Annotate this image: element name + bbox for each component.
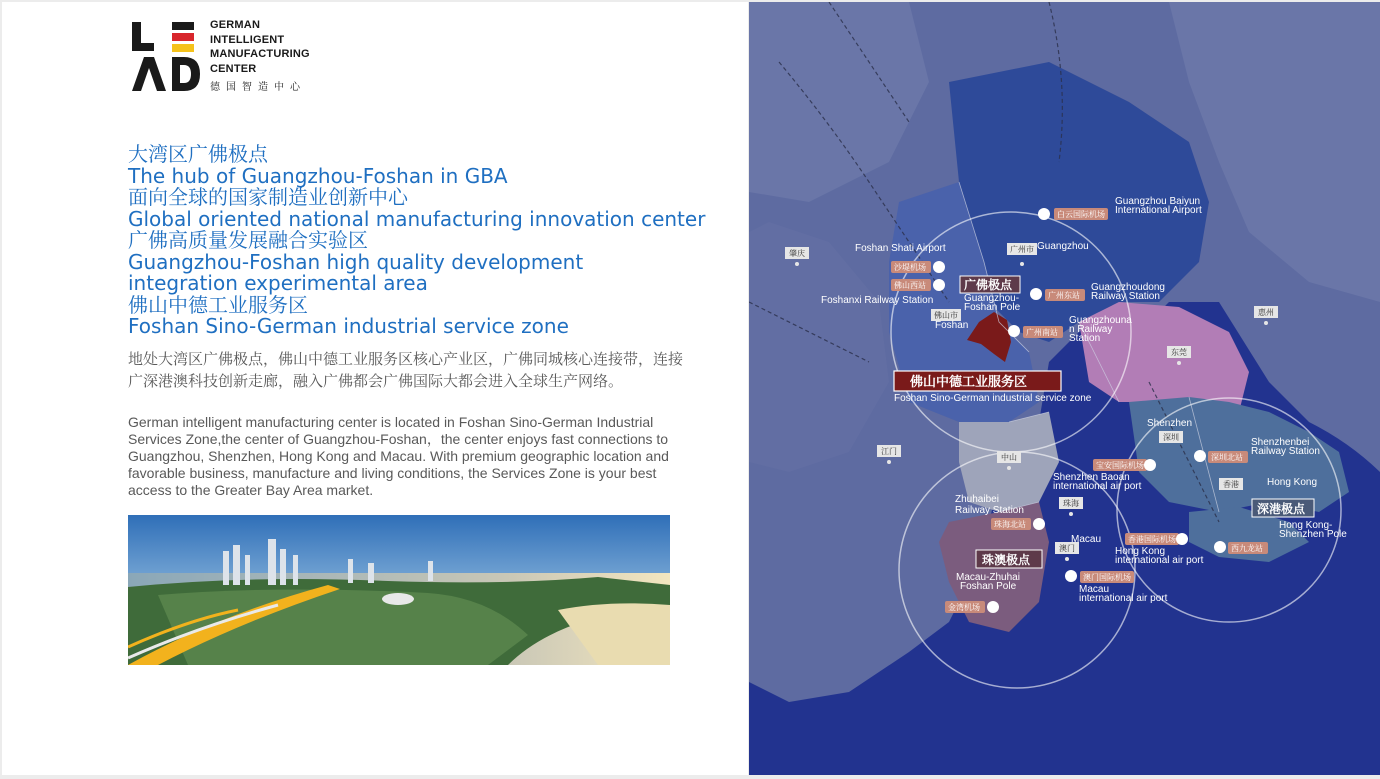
station-xijiulong-cn: 西九龙站 [1231, 544, 1263, 553]
heading-line: Foshan Sino-German industrial service zone [128, 314, 569, 338]
heading-line: Guangzhou-Foshan high quality development [128, 249, 584, 274]
station-zhbei-cn: 珠海北站 [994, 520, 1026, 529]
station-gznan-en1: Guangzhouna [1069, 315, 1132, 326]
heading-line: 大湾区广佛极点 [128, 142, 268, 166]
headings [128, 144, 728, 338]
train-icon [1214, 541, 1226, 553]
label-foshan: Foshan [935, 320, 969, 331]
city-macau-box: 澳门 [1059, 544, 1075, 553]
heading-line: 面向全球的国家制造业创新中心 [128, 185, 408, 209]
pole-zhuao-cn: 珠澳极点 [982, 553, 1031, 567]
station-mcair-en1: Macau [1079, 584, 1110, 595]
label-shenzhen: Shenzhen [1147, 418, 1193, 429]
station-foshanxi-en: Foshanxi Railway Station [821, 295, 934, 306]
pole-shengang-cn: 深港极点 [1257, 502, 1306, 516]
airport-icon [1038, 208, 1050, 220]
body-chinese: 地处大湾区广佛极点，佛山中德工业服务区核心产业区，广佛同城核心连接带，连接广深港澳科技创新走廊，融入广佛都会广佛国际大都会进入全球生产网络。 [128, 350, 684, 390]
station-baiyun-cn: 白云国际机场 [1057, 210, 1105, 219]
train-icon [933, 279, 945, 291]
city-zhongshan: 中山 [1001, 453, 1017, 462]
station-gzdong-en2: Railway Station [1091, 291, 1160, 302]
airport-icon [1065, 570, 1077, 582]
pin [1020, 262, 1024, 266]
gba-map-graphic [749, 2, 1380, 775]
train-icon [1194, 450, 1206, 462]
station-baiyun-en2: International Airport [1115, 205, 1202, 216]
station-shati-cn: 沙堤机场 [894, 263, 926, 272]
heading-line: integration experimental area [128, 271, 428, 295]
body-english: German intelligent manufacturing center is located in Foshan Sino-German Industrial Services Zone,the center of Guangzhou-Foshan，the center enjoys fast connections to Guangzhou, Shenzhen, Hong Kong and Macau. With premium geographic location and favorable business, manufacture and living conditions, the Services Zone is your best access to the Greater Bay Area market. [128, 414, 669, 498]
airport-icon [987, 601, 999, 613]
city-zhaoqing: 肇庆 [789, 249, 805, 258]
station-baoan-en2: international air port [1053, 481, 1142, 492]
station-shati-en: Foshan Shati Airport [855, 243, 946, 254]
city-zhuhai-box: 珠海 [1063, 499, 1079, 508]
city-shenzhen-box: 深圳 [1163, 433, 1179, 442]
label-macau: Macau [1071, 534, 1102, 545]
pole-guangfo-cn: 广佛极点 [964, 278, 1013, 292]
city-panorama-photo [128, 515, 670, 665]
city-hongkong-box: 香港 [1223, 480, 1239, 489]
label-guangzhou: Guangzhou [1037, 241, 1089, 252]
station-foshanxi-cn: 佛山西站 [894, 281, 926, 290]
station-hkair-cn: 香港国际机场 [1128, 535, 1176, 544]
station-gznan-cn: 广州南站 [1026, 328, 1058, 337]
gba-map [749, 2, 1380, 775]
train-icon [1030, 288, 1042, 300]
station-mcair-en2: international air port [1079, 593, 1168, 604]
station-zhbei-en2: Railway Station [955, 505, 1024, 516]
station-mcair-cn: 澳门国际机场 [1083, 573, 1131, 582]
city-jiangmen: 江门 [881, 447, 897, 456]
pole-zhuao-en2: Foshan Pole [960, 581, 1017, 592]
station-gzdong-en1: Guangzhoudong [1091, 282, 1165, 293]
logo-line: GERMAN [210, 19, 261, 31]
pin [1007, 466, 1011, 470]
station-baiyun-en1: Guangzhou Baiyun [1115, 196, 1201, 207]
pole-shengang-en1: Hong Kong- [1279, 520, 1333, 531]
pole-guangfo-en2: Foshan Pole [964, 302, 1021, 313]
logo-line: CENTER [210, 62, 257, 75]
service-zone-cn: 佛山中德工业服务区 [910, 375, 1028, 390]
station-hkair-en1: Hong Kong [1115, 546, 1166, 557]
station-szbei-en2: Railway Station [1251, 446, 1320, 457]
pin [1177, 361, 1181, 365]
pin [795, 262, 799, 266]
city-huizhou: 惠州 [1258, 308, 1274, 317]
heading-line: The hub of Guangzhou-Foshan in GBA [128, 163, 508, 188]
train-icon [1033, 518, 1045, 530]
station-baoan-en1: Shenzhen Baoan [1053, 472, 1130, 483]
service-zone-en: Foshan Sino-German industrial service zone [894, 393, 1092, 404]
city-dongguan: 东莞 [1171, 348, 1187, 357]
station-gznan-en3: Station [1069, 333, 1101, 344]
pin [887, 460, 891, 464]
pin [1264, 321, 1268, 325]
pole-shengang-en2: Shenzhen Pole [1279, 529, 1347, 540]
airport-icon [1144, 459, 1156, 471]
train-icon [1008, 325, 1020, 337]
station-hkair-en2: international air port [1115, 555, 1204, 566]
label-hongkong: Hong Kong [1267, 477, 1318, 488]
station-gzdong-cn: 广州东站 [1048, 291, 1080, 300]
heading-line: Global oriented national manufacturing innovation center [128, 206, 706, 231]
station-gznan-en2: n Railway [1069, 324, 1113, 335]
station-szbei-en1: Shenzhenbei [1251, 437, 1310, 448]
airport-icon [933, 261, 945, 273]
pole-zhuao-en1: Macau-Zhuhai [956, 572, 1020, 583]
city-guangzhou-box: 广州市 [1010, 245, 1034, 254]
station-jinwan-cn: 金湾机场 [948, 603, 980, 612]
logo-wordmark [210, 18, 310, 76]
station-baoan-cn: 宝安国际机场 [1096, 461, 1144, 470]
city-foshan-box: 佛山市 [934, 311, 958, 320]
heading-line: 佛山中德工业服务区 [128, 292, 308, 317]
lead-logo [128, 16, 328, 96]
pole-guangfo-en1: Guangzhou- [964, 293, 1020, 304]
station-szbei-cn: 深圳北站 [1211, 453, 1243, 462]
airport-icon [1176, 533, 1188, 545]
logo-line: INTELLIGENT [210, 33, 285, 46]
station-zhbei-en1: Zhuhaibei [955, 494, 999, 505]
logo-chinese: 德国智造中心 [210, 82, 306, 93]
pin [1069, 512, 1073, 516]
pin [1065, 557, 1069, 561]
lead-logo-icon [128, 16, 206, 96]
logo-line: MANUFACTURING [210, 48, 310, 60]
heading-line: 广佛高质量发展融合实验区 [128, 228, 368, 252]
